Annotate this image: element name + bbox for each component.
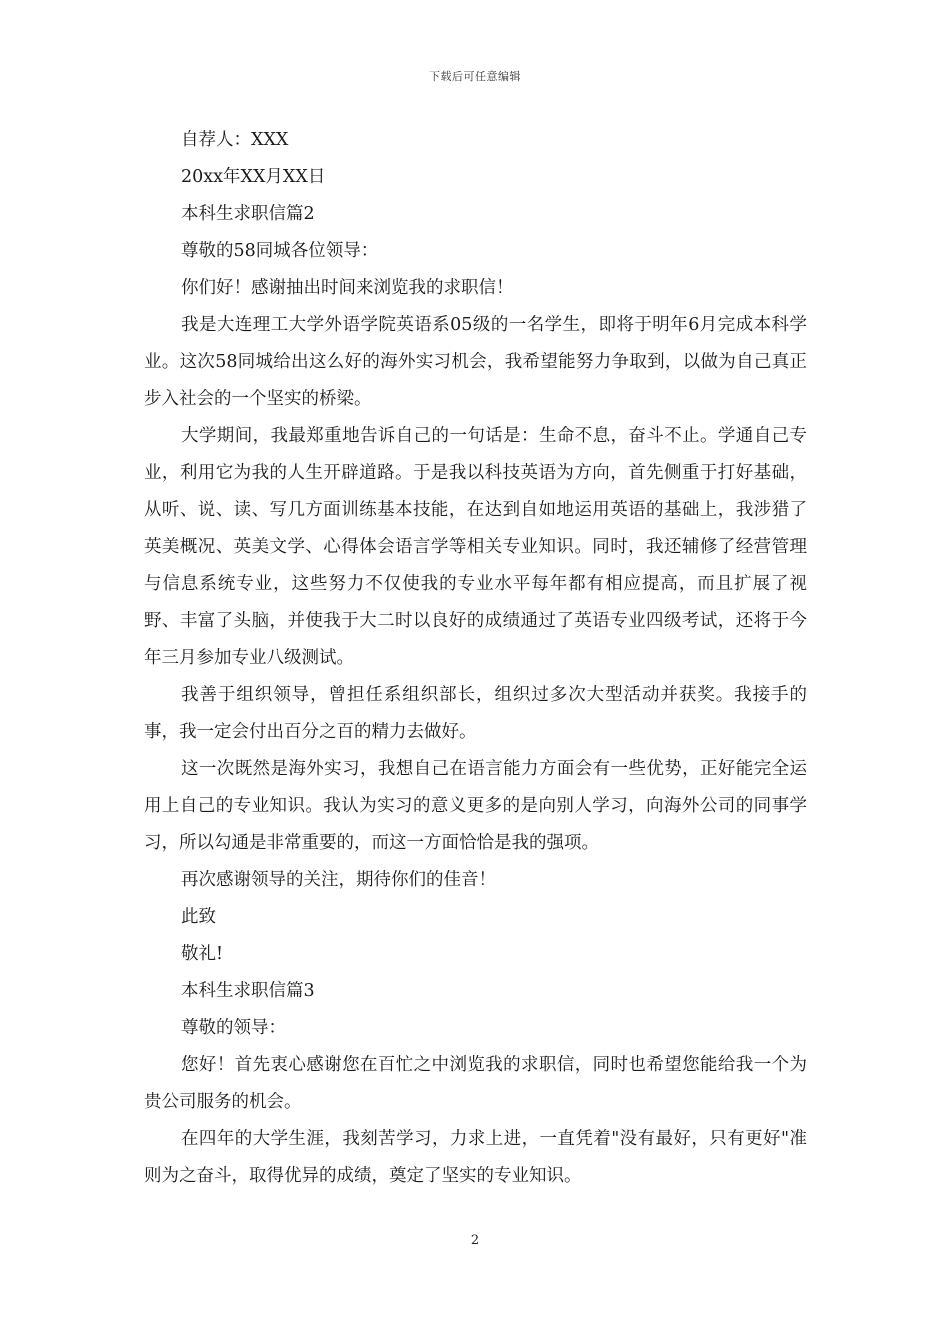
section-heading-3: 本科生求职信篇3	[181, 981, 315, 1001]
date-line: 20xx年XX月XX日	[181, 167, 326, 187]
paragraph: 您好！首先衷心感谢您在百忙之中浏览我的求职信，同时也希望您能给我一个为贵公司服务的机会。	[144, 1055, 807, 1112]
salutation-2: 尊敬的58同城各位领导：	[181, 241, 379, 261]
paragraph: 在四年的大学生涯，我刻苦学习，力求上进，一直凭着"没有最好，只有更好"准则为之奋斗，取得优异的成绩，奠定了坚实的专业知识。	[144, 1129, 807, 1186]
paragraph: 这一次既然是海外实习，我想自己在语言能力方面会有一些优势，正好能完全运用上自己的专业知识。我认为实习的意义更多的是向别人学习，向海外公司的同事学习，所以勾通是非常重要的，而这一方面恰恰是我的强项。	[144, 759, 807, 853]
closing-line-2: 敬礼!	[181, 944, 224, 964]
paragraph: 我善于组织领导，曾担任系组织部长，组织过多次大型活动并获奖。我接手的事，我一定会付出百分之百的精力去做好。	[144, 685, 807, 742]
closing-line-1: 此致	[181, 907, 216, 927]
section-heading-2: 本科生求职信篇2	[181, 204, 315, 224]
paragraph: 大学期间，我最郑重地告诉自己的一句话是：生命不息，奋斗不止。学通自己专业，利用它为我的人生开辟道路。于是我以科技英语为方向，首先侧重于打好基础，从听、说、读、写几方面训练基本技能，在达到自如地运用英语的基础上，我涉猎了英美概况、英美文学、心得体会语言学等相关专业知识。同时，我还辅修了经营管理与信息系统专业，这些努力不仅使我的专业水平每年都有相应提高，而且扩展了视野、丰富了头脑，并使我于大二时以良好的成绩通过了英语专业四级考试，还将于今年三月参加专业八级测试。	[144, 426, 807, 668]
thanks-line: 再次感谢领导的关注，期待你们的佳音！	[181, 870, 496, 890]
document-body	[144, 122, 807, 1195]
signature-line: 自荐人：XXX	[181, 130, 289, 150]
salutation-3: 尊敬的领导：	[181, 1018, 286, 1038]
greeting-2: 你们好！感谢抽出时间来浏览我的求职信！	[181, 278, 514, 298]
page-header-note: 下载后可任意编辑	[429, 70, 521, 83]
paragraph: 我是大连理工大学外语学院英语系05级的一名学生，即将于明年6月完成本科学业。这次58同城给出这么好的海外实习机会，我希望能努力争取到，以做为自己真正步入社会的一个坚实的桥梁。	[144, 315, 807, 409]
page-number: 2	[470, 1233, 480, 1248]
